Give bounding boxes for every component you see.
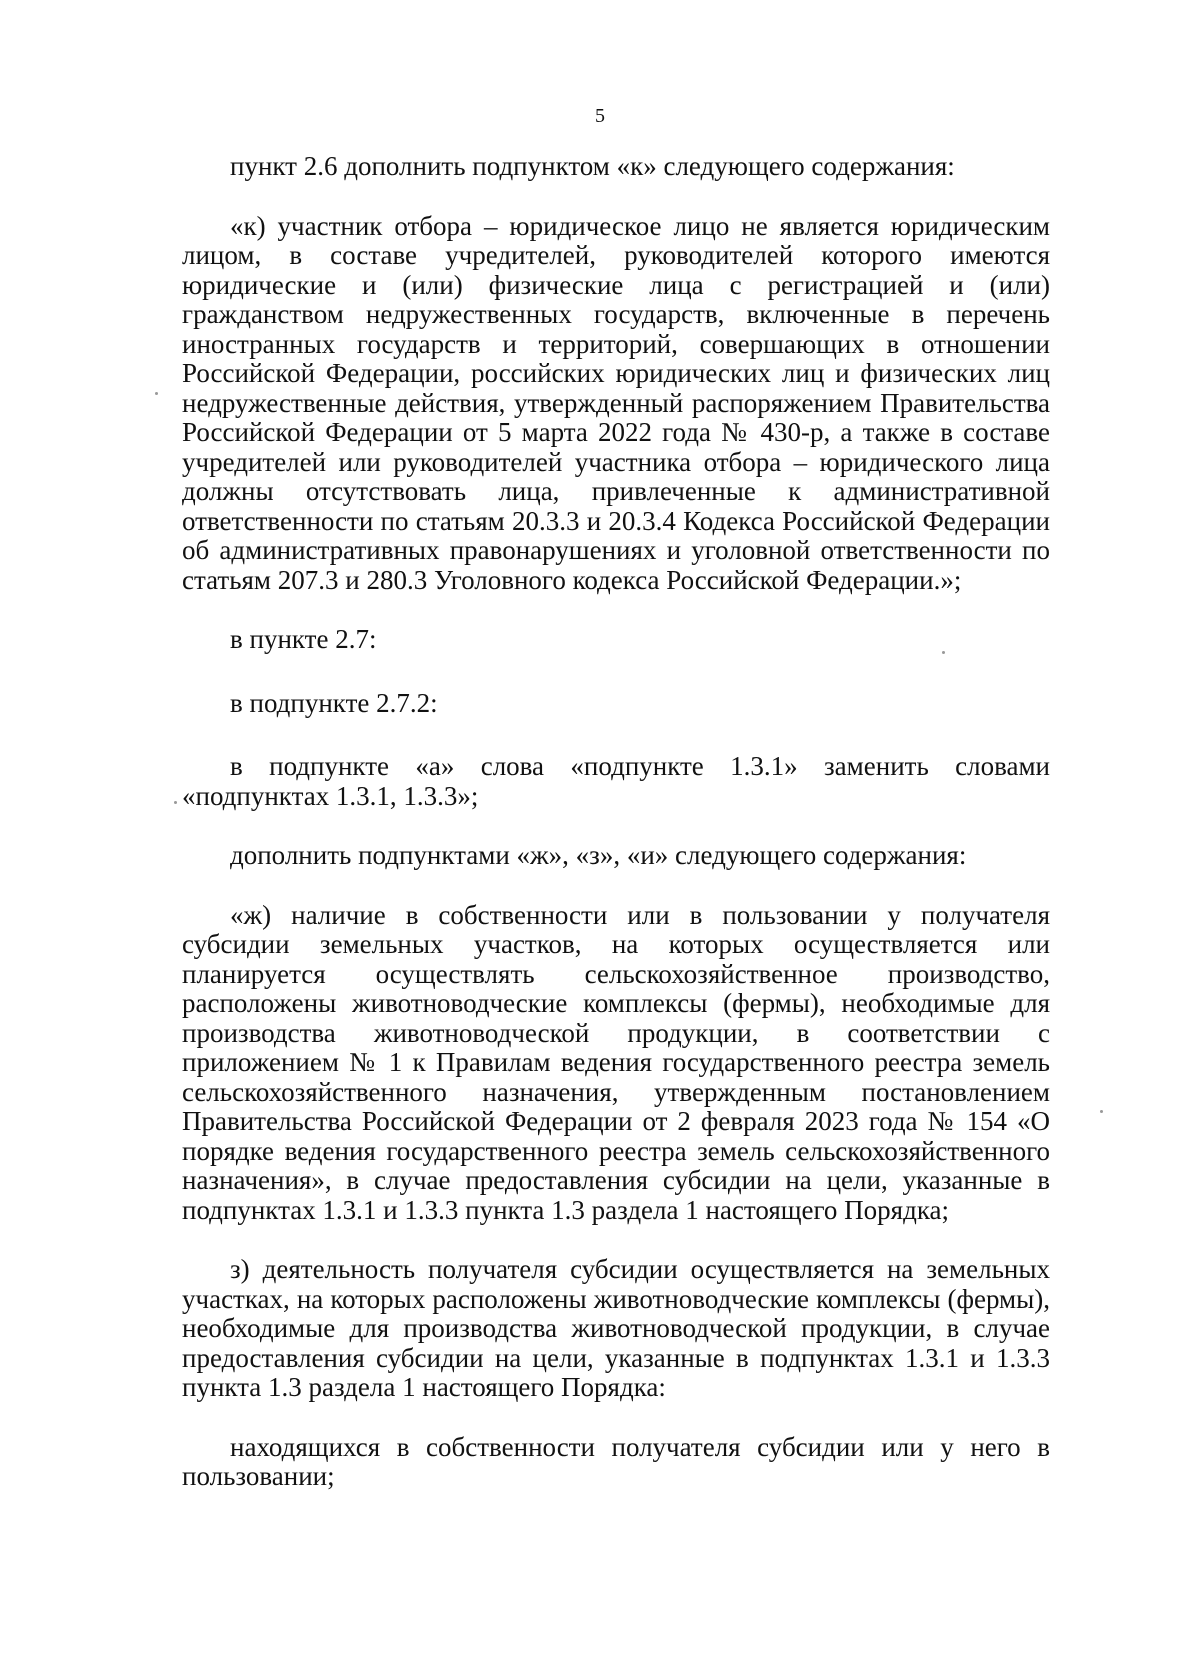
- paragraph-subclause-z: з) деятельность получателя субсидии осуществляется на земельных участках, на которых расположены животноводческие комплексы (фермы), необходимые для производства животноводческой продукции, в случае предоставления субсидии на цели, указанные в подпунктах 1.3.1 и 1.3.3 пункта 1.3 раздела 1 настоящего Порядка:: [182, 1254, 1050, 1402]
- paragraph-clause-2-6: пункт 2.6 дополнить подпунктом «к» следующего содержания:: [230, 151, 955, 181]
- paragraph-ownership: находящихся в собственности получателя субсидии или у него в пользовании;: [182, 1431, 1050, 1491]
- document-body: [182, 152, 1050, 1522]
- scan-speck: [942, 651, 945, 654]
- paragraph-subclause-k: «к) участник отбора – юридическое лицо не является юридическим лицом, в составе учредителей, руководителей которого имеются юридические и (или) физические лица с регистрацией и (или) гражданством недружественных государств, включенные в перечень иностранных государств и территорий, совершающих в отношении Российской Федерации, российских юридических лиц и физических лиц недружественные действия, утвержденный распоряжением Правительства Российской Федерации от 5 марта 2022 года № 430-р, а также в составе учредителей или руководителей участника отбора – юридического лица должны отсутствовать лица, привлеченные к административной ответственности по статьям 20.3.3 и 20.3.4 Кодекса Российской Федерации об административных правонарушениях и уголовной ответственности по статьям 207.3 и 280.3 Уголовного кодекса Российской Федерации.»;: [182, 210, 1050, 595]
- page-number: 5: [595, 105, 605, 127]
- paragraph-subclause-a-replacement: в подпункте «а» слова «подпункте 1.3.1» заменить словами «подпунктах 1.3.1, 1.3.3»;: [182, 751, 1050, 811]
- paragraph-subclause-2-7-2: в подпункте 2.7.2:: [230, 687, 438, 718]
- scan-speck: [174, 801, 177, 804]
- paragraph-subclause-zh: «ж) наличие в собственности или в пользовании у получателя субсидии земельных участков, на которых осуществляется или планируется осуществлять сельскохозяйственное производство, расположены животноводческие комплексы (фермы), необходимые для производства животноводческой продукции, в соответствии с приложением № 1 к Правилам ведения государственного реестра земель сельскохозяйственного назначения, утвержденным постановлением Правительства Российской Федерации от 2 февраля 2023 года № 154 «О порядке ведения государственного реестра земель сельскохозяйственного назначения», в случае предоставления субсидии на цели, указанные в подпунктах 1.3.1 и 1.3.3 пункта 1.3 раздела 1 настоящего Порядка;: [182, 899, 1050, 1225]
- paragraph-add-subclauses: дополнить подпунктами «ж», «з», «и» следующего содержания:: [230, 840, 967, 870]
- scan-speck: [1100, 1110, 1103, 1113]
- paragraph-clause-2-7: в пункте 2.7:: [230, 624, 377, 654]
- scan-speck: [155, 392, 158, 395]
